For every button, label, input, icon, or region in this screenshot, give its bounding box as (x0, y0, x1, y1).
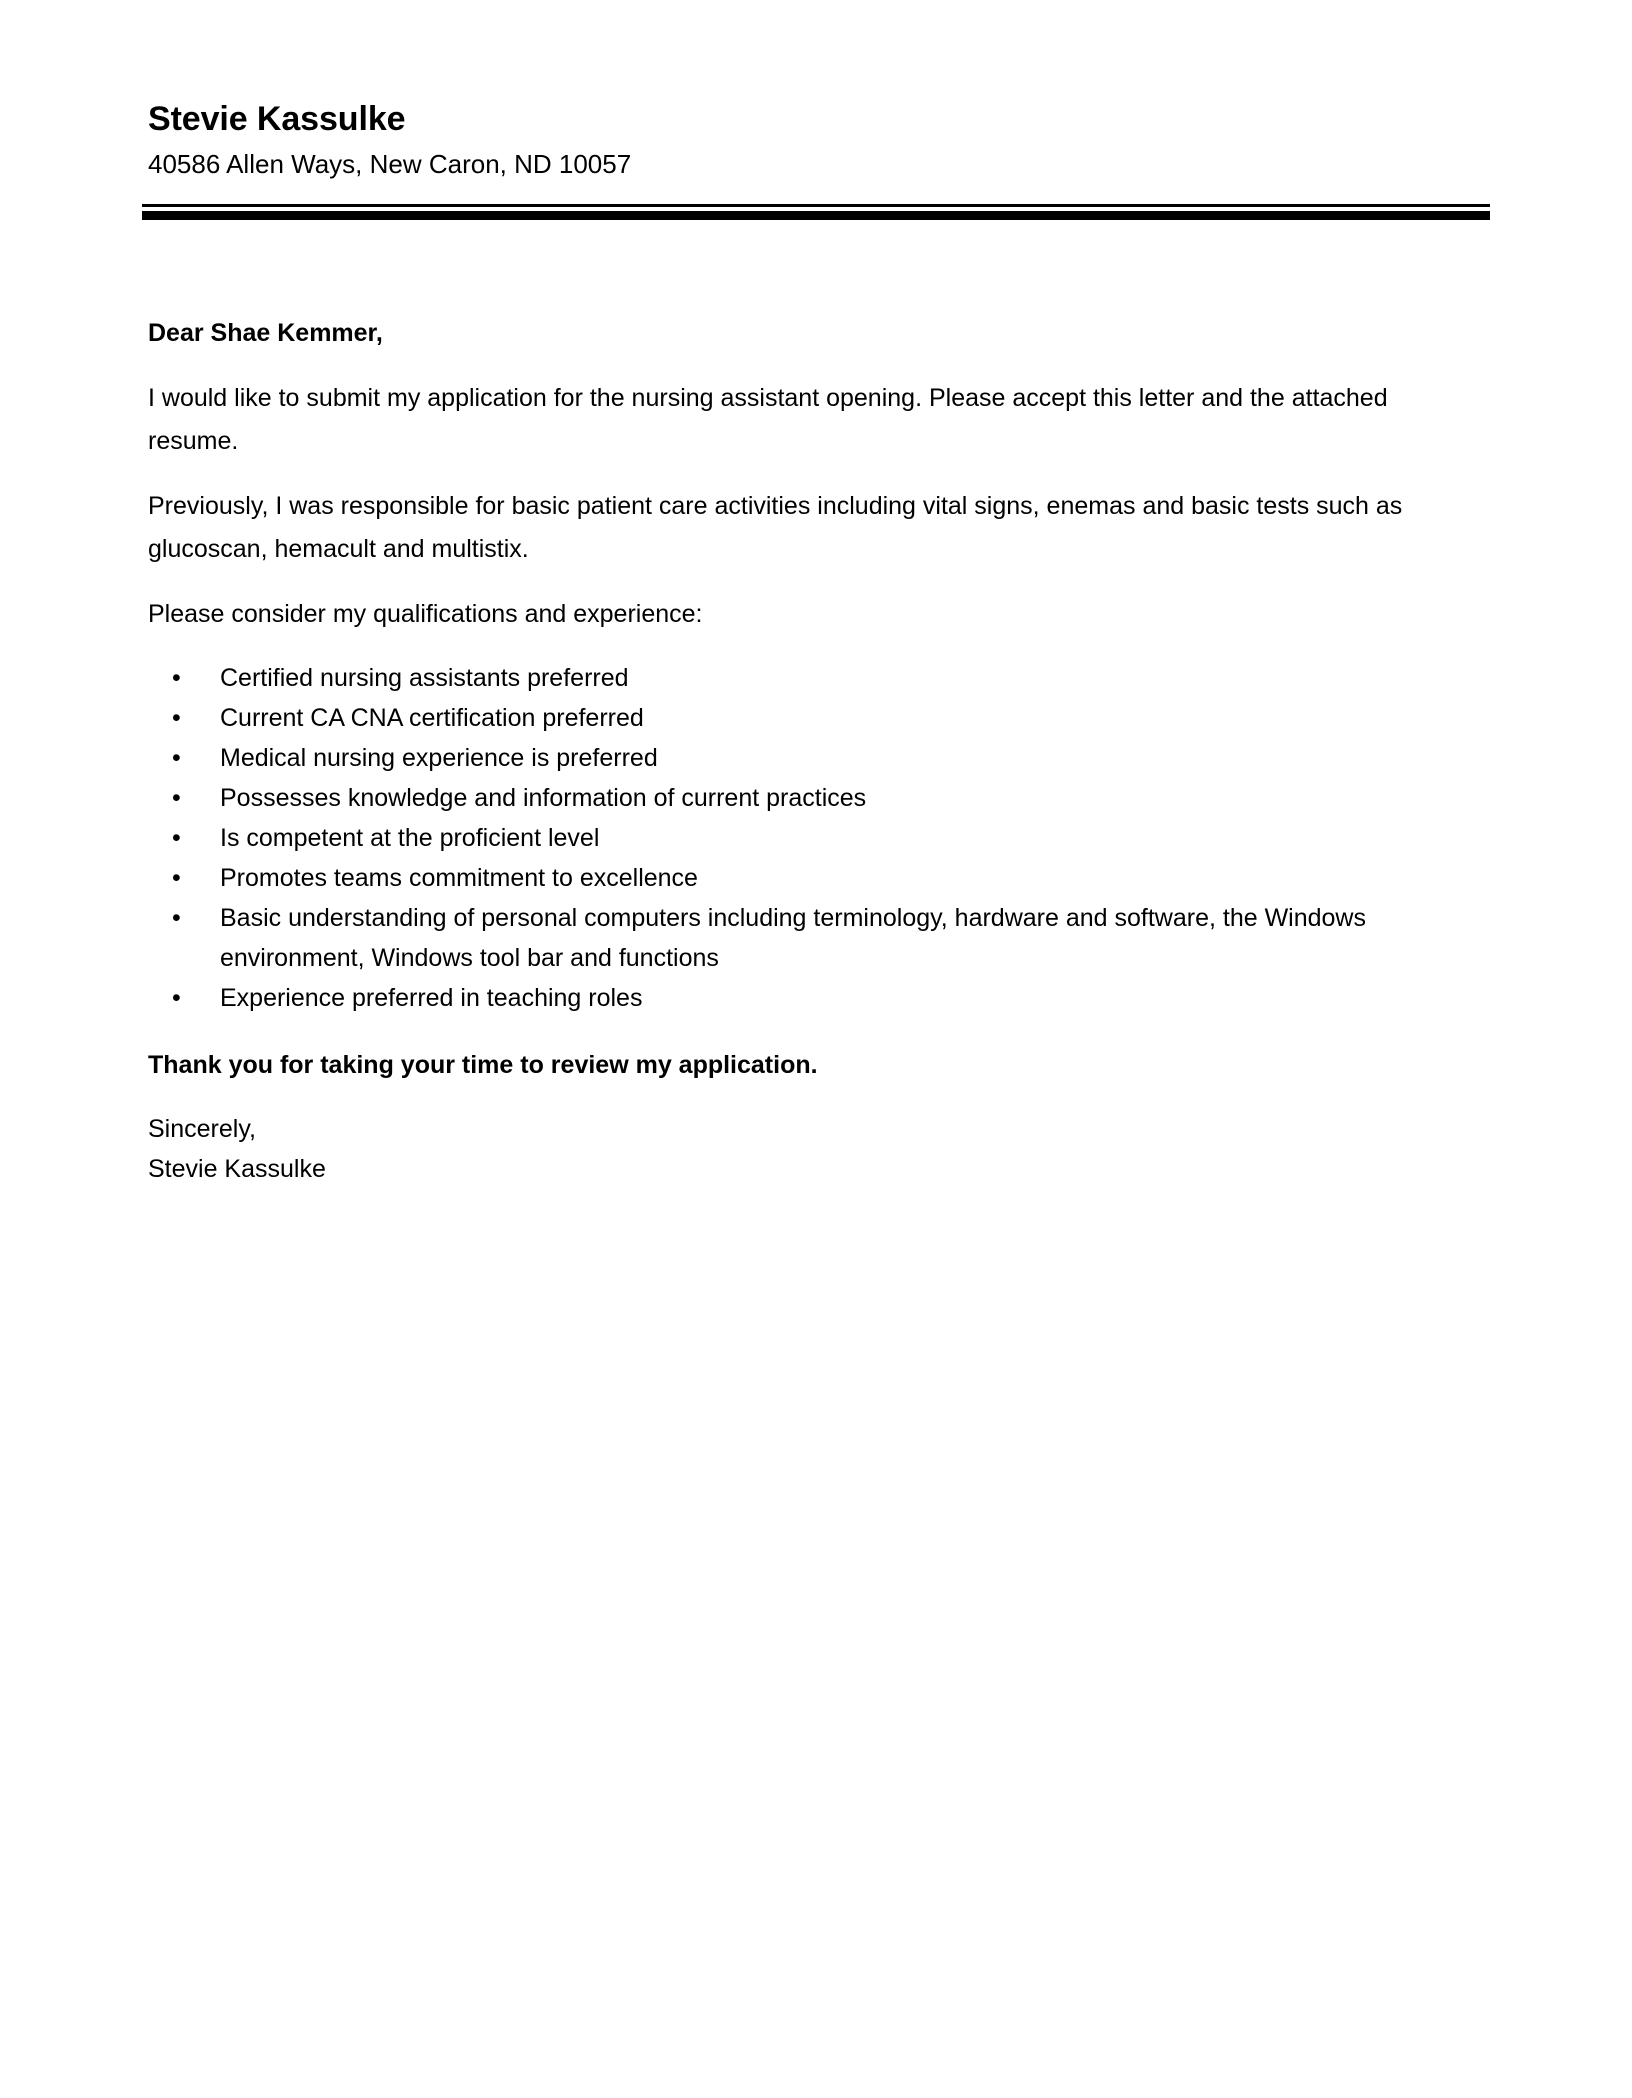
bullet-icon: • (172, 664, 181, 692)
list-item-label: Experience preferred in teaching roles (220, 984, 643, 1012)
sender-name: Stevie Kassulke (148, 100, 406, 138)
signoff-name: Stevie Kassulke (148, 1155, 326, 1183)
list-item (172, 818, 1444, 858)
list-item-label: Promotes teams commitment to excellence (220, 864, 698, 892)
list-item (172, 978, 1444, 1018)
paragraph-intro: I would like to submit my application for the nursing assistant opening. Please accept this letter and the attached resume. (148, 384, 1388, 455)
salutation: Dear Shae Kemmer, (148, 319, 383, 347)
list-item-label: Certified nursing assistants preferred (220, 664, 629, 692)
letterhead (148, 96, 1492, 184)
bullet-icon: • (172, 824, 181, 852)
bullet-icon: • (172, 704, 181, 732)
signoff: Sincerely, (148, 1115, 256, 1143)
list-item (172, 858, 1444, 898)
paragraph-experience: Previously, I was responsible for basic patient care activities including vital signs, enemas and basic tests such as glucoscan, hemacult and multistix. (148, 492, 1403, 563)
list-item (172, 778, 1444, 818)
list-item-label: Possesses knowledge and information of current practices (220, 784, 867, 812)
bullet-icon: • (172, 784, 181, 812)
paragraph-qualifications-lead: Please consider my qualifications and experience: (148, 600, 703, 628)
list-item (172, 698, 1444, 738)
list-item (172, 658, 1444, 698)
list-item-label: Current CA CNA certification preferred (220, 704, 644, 732)
bullet-icon: • (172, 864, 181, 892)
divider-thick-line (142, 211, 1490, 220)
bullet-icon: • (172, 904, 181, 932)
list-item (172, 898, 1444, 978)
header-divider (142, 204, 1490, 220)
sender-address: 40586 Allen Ways, New Caron, ND 10057 (148, 149, 632, 179)
letter-body (148, 312, 1444, 1189)
list-item-label: Is competent at the proficient level (220, 824, 600, 852)
bullet-icon: • (172, 744, 181, 772)
qualifications-list (148, 658, 1444, 1018)
closing-statement: Thank you for taking your time to review my application. (148, 1051, 818, 1079)
list-item-label: Basic understanding of personal computers including terminology, hardware and software, the Windows environment, Windows tool bar and functions (220, 904, 1366, 972)
list-item (172, 738, 1444, 778)
bullet-icon: • (172, 984, 181, 1012)
list-item-label: Medical nursing experience is preferred (220, 744, 658, 772)
